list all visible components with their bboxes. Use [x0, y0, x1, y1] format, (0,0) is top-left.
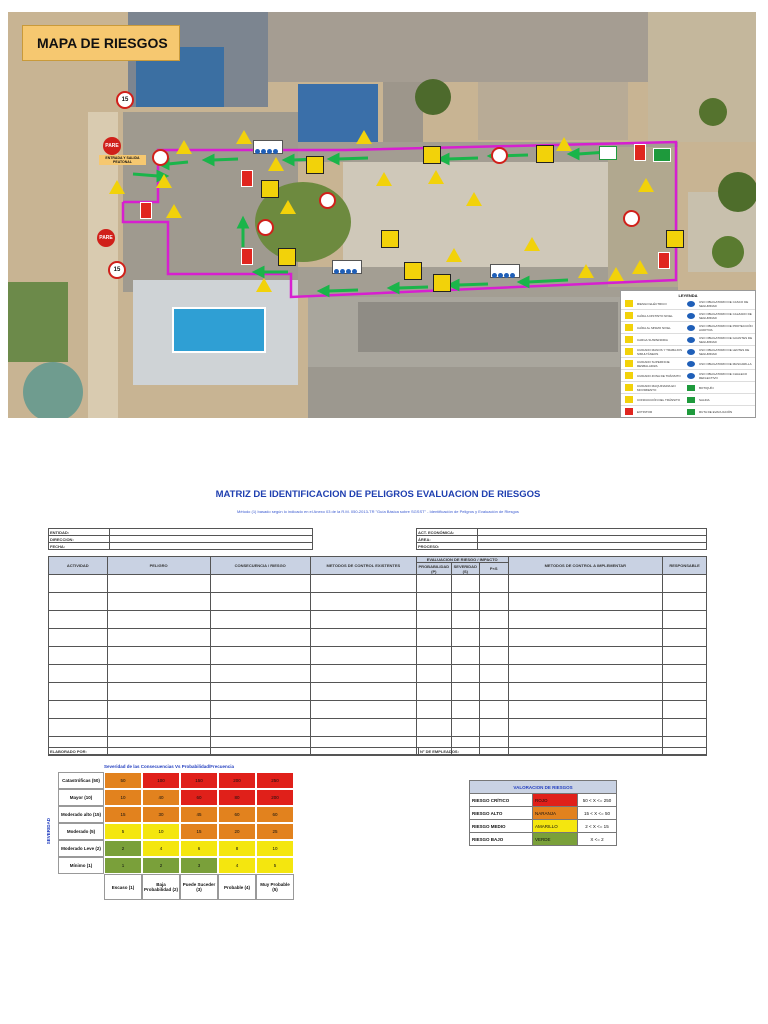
severity-axis-label: SEVERIDAD [46, 818, 51, 845]
col-consecuencia: CONSECUENCIA / RIESGO [210, 557, 310, 575]
process-label: PROCESO: [417, 543, 478, 550]
valuation-row [470, 833, 617, 846]
probability-column-label: Muy Probable (5) [256, 874, 294, 900]
risk-level: RIESGO MEDIO [470, 820, 533, 833]
warning-sign-icon [578, 264, 594, 278]
map-title: MAPA DE RIESGOS [22, 25, 180, 61]
warning-sign-icon [446, 248, 462, 262]
caution-sign-icon [404, 262, 422, 280]
stop-sign: PARE [103, 137, 121, 155]
risk-level: RIESGO CRÍTICO [470, 794, 533, 807]
warning-sign-icon [466, 192, 482, 206]
employees-label: N° DE EMPLEADOS: [419, 748, 707, 756]
table-row [49, 683, 707, 701]
table-row [49, 665, 707, 683]
valuation-row [470, 794, 617, 807]
legend-row: CAÍDA A DISTINTO NIVEL USO OBLIGATORIO DE CALZADO DE SEGURIDAD [621, 310, 755, 322]
severity-probability-matrix [40, 762, 300, 900]
entrance-label: ENTRADA Y SALIDA PEATONAL [99, 155, 146, 165]
caution-sign-icon [278, 248, 296, 266]
warning-sign-icon [156, 174, 172, 188]
probability-column-label: Baja Probabilidad (2) [142, 874, 180, 900]
caution-sign-icon [423, 146, 441, 164]
col-pxs: P×S [479, 563, 508, 575]
economic-activity-field[interactable] [478, 529, 707, 536]
risk-cell: 60 [180, 789, 218, 806]
header-left-table [48, 528, 313, 550]
table-row [49, 701, 707, 719]
area-field[interactable] [478, 536, 707, 543]
col-probabilidad: PROBABILIDAD (P) [416, 563, 451, 575]
caution-sign-icon [261, 180, 279, 198]
risk-cell: 20 [218, 823, 256, 840]
warning-sign-icon [109, 180, 125, 194]
warning-sign-icon [608, 267, 624, 281]
fire-extinguisher-icon [140, 202, 152, 219]
severity-row-label: Moderado Leve (2) [58, 840, 104, 857]
severity-row-label: Moderado (5) [58, 823, 104, 840]
risk-cell: 250 [256, 772, 294, 789]
col-peligro: PELIGRO [107, 557, 210, 575]
ppe-signs-icon [253, 140, 283, 154]
first-aid-icon [653, 148, 671, 162]
prohibition-sign-icon [152, 149, 169, 166]
address-field[interactable] [110, 536, 313, 543]
warning-sign-icon [280, 200, 296, 214]
risk-range: X <= 2 [578, 833, 617, 846]
process-field[interactable] [478, 543, 707, 550]
probability-column-label: Escaso (1) [104, 874, 142, 900]
valuation-row [470, 820, 617, 833]
caution-sign-icon [536, 145, 554, 163]
risk-matrix-table [48, 556, 707, 755]
table-row [49, 647, 707, 665]
table-row [49, 611, 707, 629]
risk-level: RIESGO BAJO [470, 833, 533, 846]
probability-column-label: Puede Suceder (3) [180, 874, 218, 900]
legend-row: CUIDADO ZONA DE TRÁNSITO USO OBLIGATORIO DE CHALECO REFLECTIVO [621, 370, 755, 382]
risk-color: VERDE [533, 833, 578, 846]
risk-cell: 30 [142, 806, 180, 823]
prohibition-sign-icon [491, 147, 508, 164]
caution-sign-icon [381, 230, 399, 248]
prohibition-sign-icon [623, 210, 640, 227]
risk-color: NARANJA [533, 807, 578, 820]
severity-row-label: Mayor (10) [58, 789, 104, 806]
risk-cell: 200 [218, 772, 256, 789]
risk-cell: 40 [142, 789, 180, 806]
heatmap-title: Severidad de las Consecuencias Vs Probabilidad/Frecuencia [104, 764, 235, 769]
matrix-subtitle: Método (1) basado según lo indicado en el Anexo 03 de la R.M. 050-2013-TR "Guía Básica sobre SGSST" - Identificación de Peligros y Evaluación de Riesgos [237, 509, 519, 514]
col-responsable: RESPONSABLE [663, 557, 707, 575]
legend-row: CUIDADO MAQUINARIA EN MOVIMIENTO BOTIQUÍN [621, 382, 755, 394]
legend-row: CARGA SUSPENDIDA USO OBLIGATORIO DE GUANTES DE SEGURIDAD [621, 334, 755, 346]
severity-row-label: Mínimo (1) [58, 857, 104, 874]
legend-row: CONDUCCIÓN DEL TRÁNSITO SALIDA [621, 394, 755, 406]
risk-cell: 50 [104, 772, 142, 789]
speed-limit-sign: 15 [108, 261, 126, 279]
warning-sign-icon [356, 130, 372, 144]
fire-extinguisher-icon [241, 248, 253, 265]
warning-sign-icon [638, 178, 654, 192]
warning-sign-icon [376, 172, 392, 186]
table-row [49, 719, 707, 737]
probability-column-label: Probable (4) [218, 874, 256, 900]
warning-sign-icon [236, 130, 252, 144]
area-label: ÁREA: [417, 536, 478, 543]
legend-row: EXTINTOR RUTA DE EVACUACIÓN [621, 406, 755, 417]
col-metodos-existentes: METODOS DE CONTROL EXISTENTES [310, 557, 416, 575]
risk-cell: 80 [218, 789, 256, 806]
speed-limit-sign: 15 [116, 91, 134, 109]
risk-level: RIESGO ALTO [470, 807, 533, 820]
risk-cell: 150 [180, 772, 218, 789]
risk-cell: 2 [104, 840, 142, 857]
economic-activity-label: ACT. ECONÓMICA: [417, 529, 478, 536]
risk-cell: 5 [104, 823, 142, 840]
risk-cell: 2 [142, 857, 180, 874]
risk-cell: 6 [180, 840, 218, 857]
risk-cell: 3 [180, 857, 218, 874]
risk-valuation-table [469, 780, 617, 846]
risk-cell: 10 [104, 789, 142, 806]
risk-cell: 60 [256, 806, 294, 823]
risk-range: 50 < X <= 250 [578, 794, 617, 807]
prohibition-sign-icon [257, 219, 274, 236]
risk-cell: 10 [256, 840, 294, 857]
risk-cell: 60 [218, 806, 256, 823]
risk-color: AMARILLO [533, 820, 578, 833]
col-actividad: ACTIVIDAD [49, 557, 108, 575]
risk-cell: 15 [180, 823, 218, 840]
matrix-title: MATRIZ DE IDENTIFICACION DE PELIGROS EVALUACION DE RIESGOS [215, 489, 541, 500]
table-row [49, 593, 707, 611]
risk-cell: 4 [218, 857, 256, 874]
fire-extinguisher-icon [634, 144, 646, 161]
legend-row: CAÍDA AL MISMO NIVEL USO OBLIGATORIO DE PROTECCIÓN AUDITIVA [621, 322, 755, 334]
legend-row: CUIDADO MANOS Y TRABAJOS SIMULTÁNEOS USO OBLIGATORIO DE LENTES DE SEGURIDAD [621, 346, 755, 358]
risk-cell: 100 [142, 772, 180, 789]
risk-cell: 8 [218, 840, 256, 857]
risk-cell: 1 [104, 857, 142, 874]
caution-sign-icon [306, 156, 324, 174]
risk-cell: 200 [256, 789, 294, 806]
warning-sign-icon [524, 237, 540, 251]
risk-cell: 45 [180, 806, 218, 823]
warning-sign-icon [632, 260, 648, 274]
caution-sign-icon [666, 230, 684, 248]
warning-sign-icon [428, 170, 444, 184]
legend-title: LEYENDA [678, 293, 698, 298]
risk-cell: 4 [142, 840, 180, 857]
severity-row-label: Moderado alto (15) [58, 806, 104, 823]
prepared-by-label: ELABORADO POR: [49, 748, 419, 756]
legend-row: RIESGO ELÉCTRICO USO OBLIGATORIO DE CASCO DE SEGURIDAD [621, 298, 755, 310]
matrix-footer [48, 747, 707, 756]
valuation-title: VALORACION DE RIESGOS [470, 781, 617, 794]
warning-sign-icon [256, 278, 272, 292]
col-severidad: SEVERIDAD (S) [451, 563, 479, 575]
col-metodos-implementar: METODOS DE CONTROL A IMPLEMENTAR [508, 557, 663, 575]
stop-sign: PARE [97, 229, 115, 247]
table-row [49, 629, 707, 647]
ppe-signs-icon [490, 264, 520, 278]
risk-range: 2 < X <= 15 [578, 820, 617, 833]
warning-sign-icon [556, 137, 572, 151]
legend-row: CUIDADO SUPERFICIE RESBALADIZA USO OBLIGATORIO DE MASCARILLA [621, 358, 755, 370]
warning-sign-icon [166, 204, 182, 218]
fire-extinguisher-icon [658, 252, 670, 269]
ppe-signs-icon [332, 260, 362, 274]
risk-cell: 15 [104, 806, 142, 823]
caution-sign-icon [433, 274, 451, 292]
risk-map [8, 12, 756, 418]
header-right-table [416, 528, 707, 550]
entity-label: ENTIDAD: [49, 529, 110, 536]
risk-range: 15 < X <= 50 [578, 807, 617, 820]
warning-sign-icon [268, 157, 284, 171]
col-evaluacion: EVALUACION DE RIESGO / IMPACTO [416, 557, 508, 563]
risk-color: ROJO [533, 794, 578, 807]
risk-cell: 10 [142, 823, 180, 840]
exit-sign-icon [599, 146, 617, 160]
date-label: FECHA: [49, 543, 110, 550]
valuation-row [470, 807, 617, 820]
risk-cell: 5 [256, 857, 294, 874]
warning-sign-icon [176, 140, 192, 154]
severity-row-label: Catastróficas (50) [58, 772, 104, 789]
risk-cell: 25 [256, 823, 294, 840]
map-legend [620, 290, 756, 418]
date-field[interactable] [110, 543, 313, 550]
prohibition-sign-icon [319, 192, 336, 209]
entity-field[interactable] [110, 529, 313, 536]
table-row [49, 575, 707, 593]
fire-extinguisher-icon [241, 170, 253, 187]
address-label: DIRECCION: [49, 536, 110, 543]
